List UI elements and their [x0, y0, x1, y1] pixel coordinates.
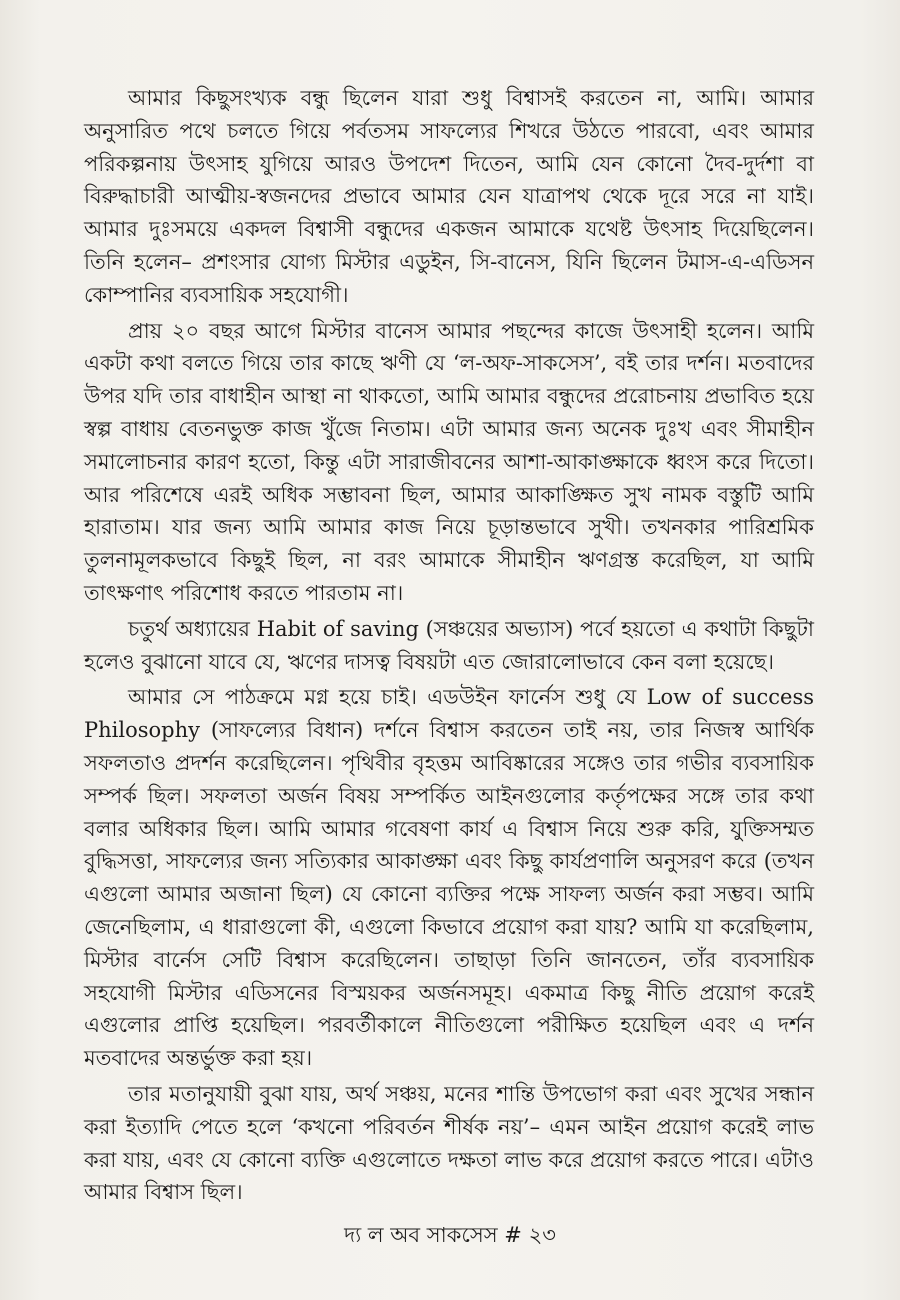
paragraph-5: তার মতানুযায়ী বুঝা যায়, অর্থ সঞ্চয়, মনের শান্তি উপভোগ করা এবং সুখের সন্ধান করা ইত্যাদি পেতে হলে ‘কখনো পরিবর্তন শীর্ষক নয়’– এমন আইন প্রয়োগ করেই লাভ করা যায়, এবং যে কোনো ব্যক্তি এগুলোতে দক্ষতা লাভ করে প্রয়োগ করতে পারে। এটাও আমার বিশ্বাস ছিল।	[84, 1081, 814, 1205]
page-footer: দ্য ল অব সাকসেস # ২৩	[344, 1223, 556, 1247]
paragraph-3: চতুর্থ অধ্যায়ের Habit of saving (সঞ্চয়ের অভ্যাস) পর্বে হয়তো এ কথাটা কিছুটা হলেও বুঝানো যাবে যে, ঋণের দাসত্ব বিষয়টা এত জোরালোভাবে কেন বলা হয়েছে।	[84, 616, 814, 674]
body-text	[84, 82, 814, 1212]
paragraph-2: প্রায় ২০ বছর আগে মিস্টার বানেস আমার পছন্দের কাজে উৎসাহী হলেন। আমি একটা কথা বলতে গিয়ে তার কাছে ঋণী যে ‘ল-অফ-সাকসেস’, বই তার দর্শন। মতবাদের উপর যদি তার বাধাহীন আস্থা না থাকতো, আমি আমার বন্ধুদের প্ররোচনায় প্রভাবিত হয়ে স্বল্প বাধায় বেতনভুক্ত কাজ খুঁজে নিতাম। এটা আমার জন্য অনেক দুঃখ এবং সীমাহীন সমালোচনার কারণ হতো, কিন্তু এটা সারাজীবনের আশা-আকাঙ্ক্ষাকে ধ্বংস করে দিতো। আর পরিশেষে এরই অধিক সম্ভাবনা ছিল, আমার আকাঙ্ক্ষিত সুখ নামক বস্তুটি আমি হারাতাম। যার জন্য আমি আমার কাজ নিয়ে চূড়ান্তভাবে সুখী। তখনকার পারিশ্রমিক তুলনামূলকভাবে কিছুই ছিল, না বরং আমাকে সীমাহীন ঋণগ্রস্ত করেছিল, যা আমি তাৎক্ষণাৎ পরিশোধ করতে পারতাম না।	[84, 318, 814, 605]
paragraph-1: আমার কিছুসংখ্যক বন্ধু ছিলেন যারা শুধু বিশ্বাসই করতেন না, আমি। আমার অনুসারিত পথে চলতে গিয়ে পর্বতসম সাফল্যের শিখরে উঠতে পারবো, এবং আমার পরিকল্পনায় উৎসাহ যুগিয়ে আরও উপদেশ দিতেন, আমি যেন কোনো দৈব-দুর্দশা বা বিরুদ্ধাচারী আত্মীয়-স্বজনদের প্রভাবে আমার যেন যাত্রাপথ থেকে দূরে সরে না যাই। আমার দুঃসময়ে একদল বিশ্বাসী বন্ধুদের একজন আমাকে যথেষ্ট উৎসাহ দিয়েছিলেন। তিনি হলেন– প্রশংসার যোগ্য মিস্টার এডুইন, সি-বানেস, যিনি ছিলেন টমাস-এ-এডিসন কোম্পানির ব্যবসায়িক সহযোগী।	[84, 86, 814, 307]
paragraph-4: আমার সে পাঠক্রমে মগ্ন হয়ে চাই। এডউইন ফার্নেস শুধু যে Low of success Philosophy (সাফল্যের বিধান) দর্শনে বিশ্বাস করতেন তাই নয়, তার নিজস্ব আর্থিক সফলতাও প্রদর্শন করেছিলেন। পৃথিবীর বৃহত্তম আবিষ্কারের সঙ্গেও তার গভীর ব্যবসায়িক সম্পর্ক ছিল। সফলতা অর্জন বিষয় সম্পর্কিত আইনগুলোর কর্তৃপক্ষের সঙ্গে তার কথা বলার অধিকার ছিল। আমি আমার গবেষণা কার্য এ বিশ্বাস নিয়ে শুরু করি, যুক্তিসম্মত বুদ্ধিসত্তা, সাফল্যের জন্য সত্যিকার আকাঙ্ক্ষা এবং কিছু কার্যপ্রণালি অনুসরণ করে (তখন এগুলো আমার অজানা ছিল) যে কোনো ব্যক্তির পক্ষে সাফল্য অর্জন করা সম্ভব। আমি জেনেছিলাম, এ ধারাগুলো কী, এগুলো কিভাবে প্রয়োগ করা যায়? আমি যা করেছিলাম, মিস্টার বার্নেস সেটি বিশ্বাস করেছিলেন। তাছাড়া তিনি জানতেন, তাঁর ব্যবসায়িক সহযোগী মিস্টার এডিসনের বিস্ময়কর অর্জনসমূহ। একমাত্র কিছু নীতি প্রয়োগ করেই এগুলোর প্রাপ্তি হয়েছিল। পরবর্তীকালে নীতিগুলো পরীক্ষিত হয়েছিল এবং এ দর্শন মতবাদের অন্তর্ভুক্ত করা হয়।	[84, 685, 814, 1071]
